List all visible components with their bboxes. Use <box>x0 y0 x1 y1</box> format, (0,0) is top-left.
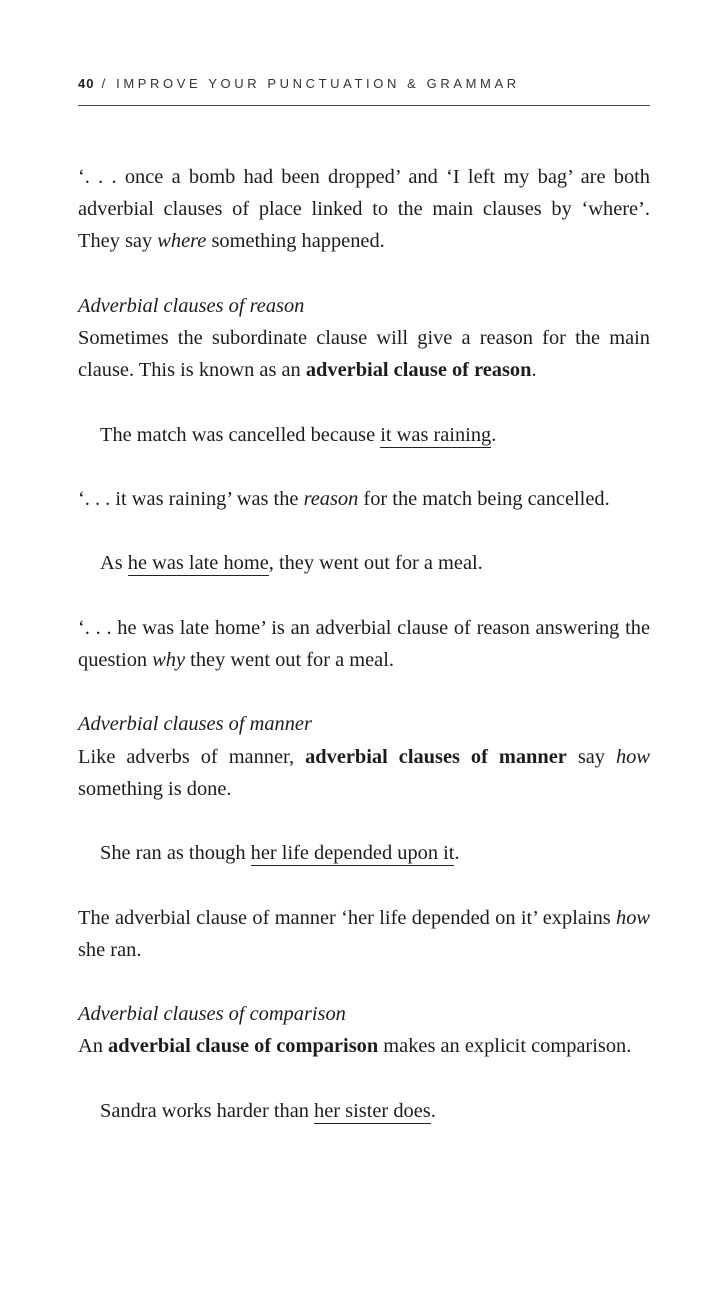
text-run: , they went out for a meal. <box>268 552 483 575</box>
text-run: for the match being cancelled. <box>358 487 610 510</box>
paragraph-comparison-intro <box>78 1030 650 1062</box>
spacer <box>78 676 650 708</box>
section-heading-manner: Adverbial clauses of manner <box>78 713 312 736</box>
running-header <box>78 76 650 91</box>
running-title: / IMPROVE YOUR PUNCTUATION & GRAMMAR <box>94 76 520 91</box>
emphasis: why <box>152 648 186 671</box>
text-run: . <box>430 1099 436 1122</box>
text-run: The adverbial clause of manner ‘her life depended on it’ explains <box>78 906 616 929</box>
underlined-clause: her sister does <box>314 1099 431 1122</box>
emphasis: how <box>615 745 650 768</box>
section-heading-comparison: Adverbial clauses of comparison <box>78 1003 346 1026</box>
spacer <box>78 451 650 483</box>
paragraph-explanation <box>78 612 650 676</box>
example-sentence <box>78 1095 650 1127</box>
example-sentence <box>78 837 650 869</box>
text-run: they went out for a meal. <box>185 648 394 671</box>
text-run: ‘. . . it was raining’ was the <box>78 487 304 510</box>
spacer <box>78 869 650 901</box>
emphasis: how <box>616 906 650 929</box>
header-rule <box>78 105 650 106</box>
spacer <box>78 805 650 837</box>
body-text <box>78 161 650 1127</box>
emphasis: reason <box>303 487 359 510</box>
text-run: . <box>531 359 537 382</box>
spacer <box>78 966 650 998</box>
text-run: say <box>566 745 616 768</box>
underlined-clause: he was late home <box>127 552 269 575</box>
text-run: she ran. <box>78 938 142 961</box>
example-sentence <box>78 419 650 451</box>
spacer <box>78 515 650 547</box>
key-term: adverbial clause of reason <box>305 359 532 382</box>
text-run: ‘. . . he was late home’ is an adverbial clause of reason answering the question <box>78 616 650 671</box>
spacer <box>78 258 650 290</box>
text-run: something is done. <box>78 777 232 800</box>
key-term: adverbial clause of comparison <box>108 1035 379 1058</box>
paragraph-manner-intro <box>78 741 650 805</box>
text-run: ‘. . . once a bomb had been dropped’ and ‘I left my bag’ are both adverbial clauses of place linked to the main clauses by ‘where’. They say <box>78 166 650 253</box>
spacer <box>78 1063 650 1095</box>
text-run: As <box>100 552 128 575</box>
paragraph-explanation <box>78 902 650 966</box>
underlined-clause: her life depended upon it <box>250 842 455 865</box>
text-run: . <box>454 842 460 865</box>
paragraph-explanation <box>78 483 650 515</box>
text-run: She ran as though <box>100 842 251 865</box>
section-heading-reason: Adverbial clauses of reason <box>78 294 305 317</box>
text-run: An <box>78 1035 109 1058</box>
text-run: Sometimes the subordinate clause will give a reason for the main clause. This is known as an <box>78 327 650 382</box>
paragraph-place-summary <box>78 161 650 258</box>
emphasis: where <box>157 230 207 253</box>
text-run: Like adverbs of manner, <box>78 745 306 768</box>
paragraph-reason-intro <box>78 322 650 386</box>
text-run: something happened. <box>206 230 385 253</box>
example-sentence <box>78 547 650 579</box>
underlined-clause: it was raining <box>380 423 492 446</box>
text-run: . <box>491 423 497 446</box>
spacer <box>78 386 650 418</box>
text-run: The match was cancelled because <box>100 423 381 446</box>
text-run: Sandra works harder than <box>100 1099 315 1122</box>
page-number: 40 <box>78 76 95 91</box>
key-term: adverbial clauses of manner <box>305 745 567 768</box>
text-run: makes an explicit comparison. <box>378 1035 632 1058</box>
spacer <box>78 580 650 612</box>
